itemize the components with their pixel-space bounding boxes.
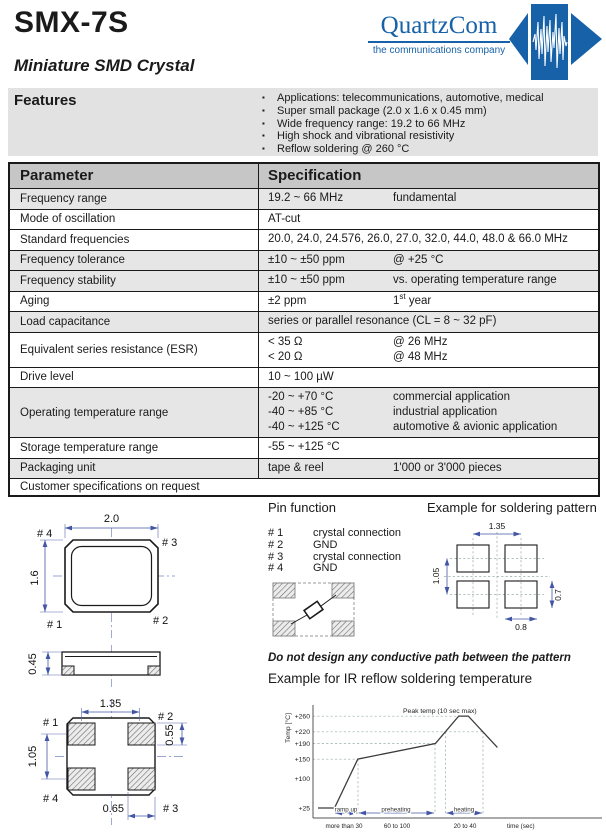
- specification-cell: [259, 459, 598, 479]
- chart-y-tick: +150: [294, 756, 310, 764]
- table-row: [10, 271, 598, 292]
- pin-number: # 3: [268, 550, 284, 563]
- specification-cell: [259, 368, 598, 388]
- feature-text: Wide frequency range: 19.2 to 66 MHz: [277, 117, 466, 130]
- parameter-cell: Customer specifications on request: [20, 481, 200, 493]
- spec-note: industrial application: [393, 406, 498, 418]
- parameter-cell: Operating temperature range: [10, 388, 259, 437]
- spec-value: 10 ~ 100 µW: [268, 370, 334, 383]
- table-row: [10, 189, 598, 210]
- pin-function: crystal connection: [313, 550, 402, 563]
- pin-label-2: # 2: [158, 711, 174, 723]
- bullet-icon: ▪: [262, 93, 265, 102]
- spec-table: [8, 162, 600, 497]
- logo: [368, 12, 510, 56]
- table-row: [10, 438, 598, 459]
- chart-segment-preheating: preheating: [381, 806, 411, 814]
- spec-value: -40 ~ +125 °C: [268, 421, 340, 433]
- features-list: [262, 92, 544, 156]
- feature-text: Applications: telecommunications, automotive, medical: [277, 92, 544, 104]
- dim-pattern-07: 0.7: [553, 589, 563, 601]
- specification-cell: [259, 189, 598, 209]
- spec-note: 1'000 or 3'000 pieces: [393, 461, 502, 474]
- specification-cell: [259, 438, 598, 458]
- spec-note: @ +25 °C: [393, 253, 444, 266]
- parameter-cell: Load capacitance: [10, 312, 259, 332]
- column-header-parameter: Parameter: [10, 164, 259, 188]
- parameter-cell: Packaging unit: [10, 459, 259, 479]
- pin-label-4: # 4: [37, 528, 53, 540]
- features-section: [8, 88, 598, 156]
- feature-text: High shock and vibrational resistivity: [277, 130, 455, 143]
- feature-item: [262, 130, 544, 143]
- pin-function-row: [268, 540, 401, 552]
- chart-annotation: Peak temp (10 sec max): [403, 708, 477, 715]
- spec-value: < 20 Ω: [268, 350, 303, 363]
- chart-y-tick: +25: [298, 805, 310, 813]
- dim-top-height: 1.6: [29, 570, 41, 586]
- column-header-specification: Specification: [268, 167, 362, 184]
- parameter-cell: Frequency range: [10, 189, 259, 209]
- spec-value: 20.0, 24.0, 24.576, 26.0, 27.0, 32.0, 44.0, 48.0 & 66.0 MHz: [268, 233, 568, 245]
- chart-y-tick: +220: [294, 729, 310, 737]
- reflow-chart-title: Example for IR reflow soldering temperature: [268, 671, 533, 686]
- specification-cell: [259, 312, 598, 332]
- parameter-cell: Standard frequencies: [10, 230, 259, 250]
- table-row: [10, 388, 598, 438]
- warning-note: Do not design any conductive path between the pattern: [268, 652, 571, 664]
- dim-side-height: 0.45: [27, 653, 39, 675]
- dim-pattern-135: 1.35: [488, 521, 506, 531]
- chart-y-tick: +260: [294, 713, 310, 721]
- chart-x-axis-label: time (sec): [507, 823, 535, 830]
- feature-text: Reflow soldering @ 260 °C: [277, 143, 410, 156]
- chart-y-axis-label: Temp [°C]: [285, 713, 292, 743]
- chart-y-tick: +190: [294, 740, 310, 748]
- parameter-cell: Equivalent series resistance (ESR): [10, 333, 259, 367]
- spec-value: ±10 ~ ±50 ppm: [268, 274, 345, 286]
- dim-bottom-055: 0.55: [164, 724, 176, 746]
- spec-value: series or parallel resonance (CL = 8 ~ 32 pF): [268, 315, 497, 327]
- package-top-view-drawing: [25, 498, 215, 640]
- soldering-pattern-drawing: [430, 518, 570, 634]
- bullet-icon: ▪: [262, 131, 265, 141]
- spec-value: -40 ~ +85 °C: [268, 406, 334, 418]
- table-row: [10, 333, 598, 368]
- chart-x-label-ramp: more than 30: [325, 823, 363, 830]
- bullet-icon: ▪: [262, 118, 265, 128]
- dim-bottom-105: 1.05: [27, 745, 39, 768]
- parameter-cell: Aging: [10, 292, 259, 312]
- package-bottom-view-drawing: [25, 695, 220, 840]
- chart-segment-ramp-up: ramp up: [334, 806, 358, 814]
- spec-note: vs. operating temperature range: [393, 274, 557, 286]
- pin-function-list: [268, 528, 401, 575]
- spec-note: fundamental: [393, 192, 457, 204]
- spec-note: @ 48 MHz: [393, 350, 448, 363]
- table-row: [10, 251, 598, 272]
- spec-value: < 35 Ω: [268, 335, 303, 348]
- spec-note: automotive & avionic application: [393, 421, 558, 433]
- table-row: [10, 459, 598, 480]
- logo-waveform-icon: [508, 4, 603, 80]
- spec-value: ±10 ~ ±50 ppm: [268, 253, 345, 266]
- feature-item: [262, 118, 544, 131]
- chart-x-label-preheat: 60 to 100: [383, 823, 411, 830]
- parameter-cell: Drive level: [10, 368, 259, 388]
- spec-note: @ 26 MHz: [393, 335, 448, 348]
- parameter-cell: Frequency tolerance: [10, 251, 259, 271]
- pin-function: GND: [313, 562, 338, 575]
- spec-value: AT-cut: [268, 212, 301, 225]
- feature-text: Super small package (2.0 x 1.6 x 0.45 mm): [277, 104, 487, 117]
- table-row: [10, 292, 598, 313]
- dim-bottom-065: 0.65: [102, 803, 124, 815]
- feature-item: [262, 105, 544, 118]
- chart-y-ticks: [295, 714, 311, 813]
- soldering-pattern-title: Example for soldering pattern: [427, 500, 597, 515]
- pin-label-2: # 2: [153, 615, 169, 627]
- pin-function: GND: [313, 538, 338, 551]
- dim-pattern-105: 1.05: [431, 567, 441, 585]
- table-row: [10, 230, 598, 251]
- specification-cell: [259, 333, 598, 367]
- pin-label-1: # 1: [47, 619, 63, 631]
- feature-item: [262, 92, 544, 105]
- specification-cell: [259, 210, 598, 230]
- pin-function-row: [268, 563, 401, 575]
- pin-number: # 4: [268, 562, 284, 575]
- table-row: [10, 312, 598, 333]
- reflow-curve: [318, 716, 497, 808]
- page-title: SMX-7S: [14, 6, 129, 39]
- pin-label-1: # 1: [43, 717, 59, 729]
- specification-cell: [259, 292, 598, 312]
- pin-label-3: # 3: [163, 803, 179, 815]
- parameter-cell: Storage temperature range: [10, 438, 259, 458]
- features-heading: Features: [14, 92, 77, 109]
- pin-function-schematic: [272, 582, 356, 638]
- spec-value: 19.2 ~ 66 MHz: [268, 192, 344, 204]
- package-side-view-drawing: [25, 645, 215, 687]
- feature-item: [262, 143, 544, 156]
- pin-label-4: # 4: [43, 793, 59, 805]
- chart-x-label-heating: 20 to 40: [453, 823, 477, 830]
- dim-top-width: 2.0: [103, 513, 120, 525]
- table-row: [10, 479, 598, 495]
- specification-cell: [259, 251, 598, 271]
- dim-bottom-135: 1.35: [99, 698, 122, 710]
- chart-segment-heating: heating: [453, 806, 475, 814]
- spec-value: tape & reel: [268, 461, 324, 474]
- dim-pattern-08: 0.8: [515, 622, 527, 632]
- table-row: [10, 368, 598, 389]
- page-subtitle: Miniature SMD Crystal: [14, 56, 195, 75]
- chart-y-tick: +100: [294, 776, 310, 784]
- pin-number: # 2: [268, 538, 284, 551]
- spec-table-body: [10, 189, 598, 495]
- logo-name: QuartzCom: [368, 12, 510, 43]
- spec-value: ±2 ppm: [268, 294, 307, 307]
- pin-label-3: # 3: [162, 537, 178, 549]
- spec-note: 1st year: [393, 291, 432, 307]
- reflow-temperature-chart: [280, 700, 606, 835]
- specification-cell: [259, 388, 598, 437]
- spec-value: -55 ~ +125 °C: [268, 441, 340, 453]
- parameter-cell: Frequency stability: [10, 271, 259, 291]
- pin-function-title: Pin function: [268, 500, 336, 515]
- parameter-cell: Mode of oscillation: [10, 210, 259, 230]
- table-row: [10, 210, 598, 231]
- specification-cell: [259, 230, 598, 250]
- bullet-icon: ▪: [262, 144, 265, 154]
- pin-function: crystal connection: [313, 527, 402, 539]
- spec-table-header: [10, 164, 598, 189]
- bullet-icon: ▪: [262, 105, 265, 115]
- pin-number: # 1: [268, 527, 284, 539]
- specification-cell: [259, 271, 598, 291]
- spec-note: commercial application: [393, 391, 510, 403]
- logo-tagline: the communications company: [372, 45, 506, 56]
- spec-value: -20 ~ +70 °C: [268, 391, 334, 403]
